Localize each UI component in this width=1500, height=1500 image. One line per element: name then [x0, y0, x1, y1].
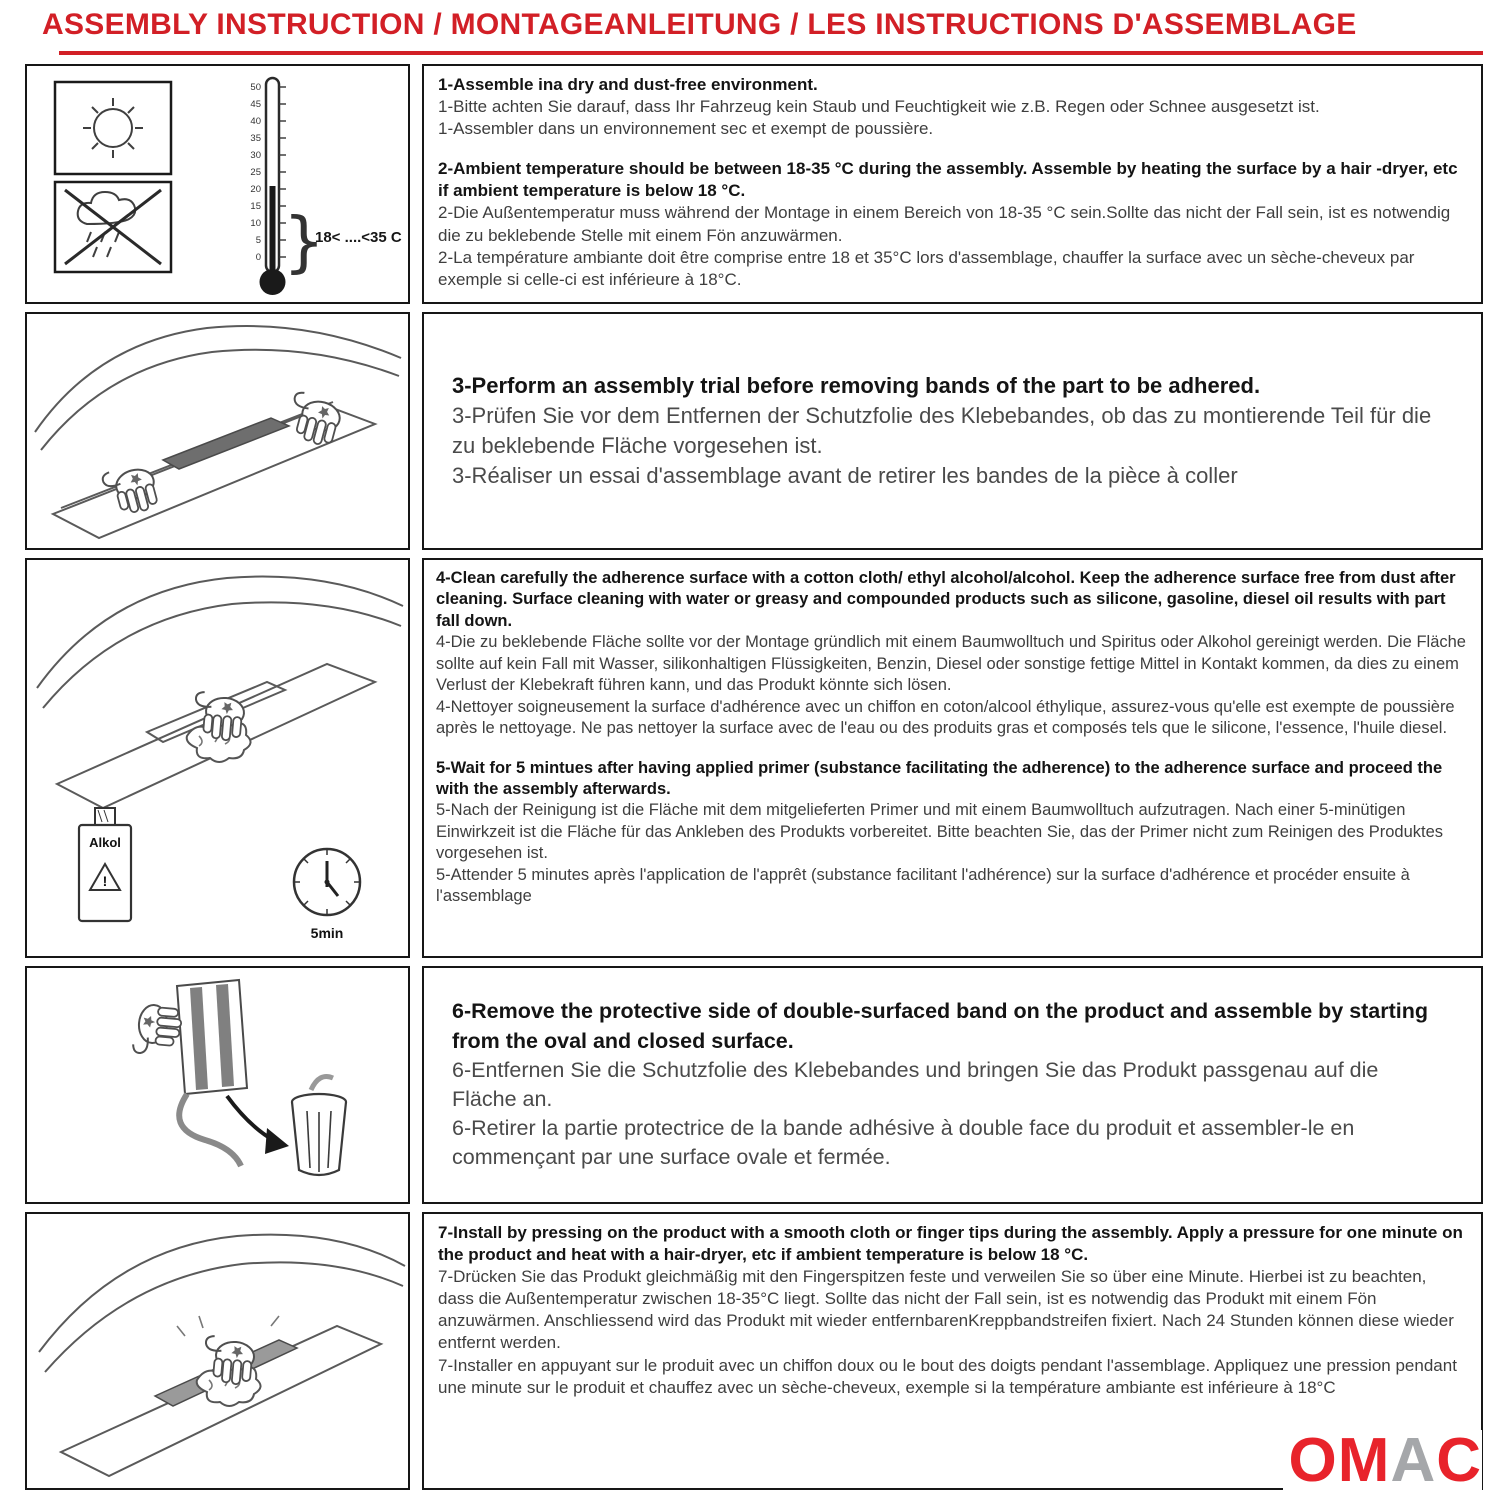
step-2-fr: 2-La température ambiante doit être comprise entre 18 et 35°C lors d'assemblage, chauffer la surface avec un sèche-cheveux par exemple si celle-ci est inférieure à 18°C. [438, 247, 1415, 289]
step-7-de: 7-Drücken Sie das Produkt gleichmäßig mit den Fingerspitzen feste und verweilen Sie so über eine Minute. Hierbei ist zu beachten, dass die Außentemperatur zwischen 18-35°C liegt. Sollte das nicht der Fall sein, ist es notwendig das Produkt mit einem Fön anzuwärmen. Anschliessend wird das Produkt mit wieder entfernbarenKreppbandstreifen fixiert. Nach 24 Stunden können diese wieder entfernt werden. [438, 1267, 1454, 1353]
section-remove-band [25, 966, 1483, 1204]
step-4-de: 4-Die zu beklebende Fläche sollte vor der Montage gründlich mit einem Baumwolltuch und Spiritus oder Alkohol gereinigt werden. Die Fläche sollte auf kein Fall mit Wasser, silikonhaltigen Flüssigkeiten, Benzin, Diesel oder sonstige fettige Mittel in Kontakt kommen, da dies zu einem Verlust der Klebekraft führen kann, und das Produkt könnte sich lösen. [436, 633, 1466, 695]
svg-text:15: 15 [250, 201, 261, 212]
step-1-en: 1-Assemble ina dry and dust-free environment. [438, 75, 818, 94]
thermometer-icon [250, 78, 286, 295]
section-trial [25, 312, 1483, 550]
text-remove-band [422, 966, 1483, 1204]
step-7-fr: 7-Installer en appuyant sur le produit avec un chiffon doux ou le bout des doigts pendant l'assemblage. Appliquez une pression pendant une minute sur le produit et chauffez avec un sèche-cheveux, exemple si la température ambiante est inférieure à 18°C [438, 1355, 1457, 1397]
illustration-temperature [25, 64, 410, 304]
svg-text:30: 30 [250, 150, 261, 161]
step-4-en: 4-Clean carefully the adherence surface with a cotton cloth/ ethyl alcohol/alcohol. Keep the adherence surface free from dust after cleaning. Surface cleaning with water or greasy and compounded products such as silicone, gasoline, diesel oil results with part fall down. [436, 569, 1456, 630]
step-5-de: 5-Nach der Reinigung ist die Fläche mit dem mitgelieferten Primer und mit einem Baumwolltuch aufzutragen. Nach einer 5-minütigen Einwirkzeit ist die Fläche für das Ankleben des Produkts vorbereitet. Bitte beachten Sie, das der Primer nicht zum Reinigen des Produktes vorgesehen ist. [436, 801, 1444, 863]
title-underline [59, 51, 1483, 55]
svg-text:25: 25 [250, 167, 261, 178]
crossed-out-icon [65, 190, 161, 264]
sill-trim-strip [163, 418, 289, 469]
trial-fit-illustration-svg [27, 314, 408, 548]
illustration-press [25, 1212, 410, 1490]
step-3-en: 3-Perform an assembly trial before removing bands of the part to be adhered. [452, 373, 1261, 399]
step-3-fr: 3-Réaliser un essai d'assemblage avant de retirer les bandes de la pièce à coller [452, 462, 1238, 488]
step-2-en: 2-Ambient temperature should be between 18-35 °C during the assembly. Assemble by heating the surface by a hair -dryer, etc if ambient temperature is below 18 °C. [438, 159, 1458, 201]
brace-glyph: } [283, 203, 325, 280]
step-6-fr: 6-Retirer la partie protectrice de la bande adhésive à double face du produit et assembler-le en commençant par une surface ovale et fermée. [452, 1116, 1355, 1170]
warning-mark: ! [102, 873, 108, 889]
text-trial [422, 312, 1483, 550]
svg-text:35: 35 [250, 133, 261, 144]
bottle-label: Alkol [89, 835, 121, 850]
logo-letter-o: O [1288, 1426, 1338, 1495]
cleaning-illustration-svg [27, 560, 408, 956]
svg-text:5: 5 [255, 235, 261, 246]
step-6-de: 6-Entfernen Sie die Schutzfolie des Klebebandes und bringen Sie das Produkt passgenau auf die Fläche an. [452, 1057, 1379, 1111]
section-environment [25, 64, 1483, 304]
step-6-en: 6-Remove the protective side of double-surfaced band on the product and assemble by starting from the oval and closed surface. [452, 999, 1429, 1053]
logo-letter-a: A [1390, 1426, 1437, 1495]
holding-hand-icon [132, 1004, 182, 1057]
text-cleaning [422, 558, 1483, 958]
step-1-fr: 1-Assembler dans un environnement sec et exempt de poussière. [438, 119, 934, 139]
logo-letter-c: C [1436, 1426, 1482, 1495]
door-sill-sketch [35, 326, 401, 538]
step-4-fr: 4-Nettoyer soigneusement la surface d'adhérence avec un chiffon en coton/alcool éthylique, assurez-vous qu'elle est exempte de poussière après le nettoyage. Ne pas nettoyer la surface avec de l'eau ou des produits gras et composés tels que le silicone, l'essence, l'huile diesel. [436, 697, 1455, 738]
temperature-illustration-svg [27, 66, 408, 302]
illustration-peel-band [25, 966, 410, 1204]
step-7-en: 7-Install by pressing on the product with a smooth cloth or finger tips during the assembly. Apply a pressure for one minute on the product and heat with a hair-dryer, etc if ambient temperature is below 18 °C. [438, 1223, 1463, 1265]
arrow-icon [227, 1096, 289, 1154]
alcohol-bottle-icon [79, 808, 131, 921]
logo-letter-m: M [1337, 1426, 1391, 1495]
title-bar [25, 8, 1483, 55]
temperature-range [283, 203, 402, 280]
product-with-bands [177, 980, 247, 1094]
left-hand-icon [101, 462, 160, 519]
clock-label: 5min [310, 925, 344, 941]
thermometer-scale [250, 82, 261, 263]
clock-icon [294, 849, 360, 941]
door-sill-sketch [37, 577, 403, 808]
illustration-cleaning [25, 558, 410, 958]
step-2-de: 2-Die Außentemperatur muss während der Montage in einem Bereich von 18-35 °C sein.Sollte das nicht der Fall sein, ist es notwendig die zu beklebende Stelle mit einem Fön anzuwärmen. [438, 203, 1451, 245]
no-rain-box [55, 182, 171, 272]
sun-box [55, 82, 171, 174]
svg-text:20: 20 [250, 184, 261, 195]
svg-text:10: 10 [250, 218, 261, 229]
svg-text:0: 0 [255, 252, 261, 263]
step-1-de: 1-Bitte achten Sie darauf, dass Ihr Fahrzeug kein Staub und Feuchtigkeit wie z.B. Regen oder Schnee ausgesetzt ist. [438, 97, 1320, 117]
text-environment [422, 64, 1483, 304]
omac-logo [1283, 1426, 1482, 1495]
section-install [25, 1212, 1483, 1490]
peel-band-illustration-svg [27, 968, 408, 1202]
step-5-en: 5-Wait for 5 mintues after having applied primer (substance facilitating the adherence) to the adherence surface and proceed the with the assembly afterwards. [436, 758, 1443, 798]
step-5-fr: 5-Attender 5 minutes après l'application de l'apprêt (substance facilitant l'adhérence) sur la surface d'adhérence et procéder ensuite à l'assemblage [436, 865, 1410, 906]
svg-text:40: 40 [250, 116, 261, 127]
press-illustration-svg [27, 1214, 408, 1488]
svg-text:45: 45 [250, 99, 261, 110]
page-title: ASSEMBLY INSTRUCTION / MONTAGEANLEITUNG / LES INSTRUCTIONS D'ASSEMBLAGE [42, 8, 1357, 41]
step-3-de: 3-Prüfen Sie vor dem Entfernen der Schutzfolie des Klebebandes, ob das zu montierende Teil für die zu beklebende Fläche vorgesehen ist. [452, 403, 1432, 458]
svg-text:50: 50 [250, 82, 261, 93]
section-cleaning [25, 558, 1483, 958]
trash-can-icon [292, 1077, 346, 1176]
pressure-motion-lines [177, 1316, 279, 1336]
temperature-range-label: 18< ....<35 C [315, 229, 402, 246]
sun-icon [83, 98, 143, 158]
illustration-trial-fit [25, 312, 410, 550]
